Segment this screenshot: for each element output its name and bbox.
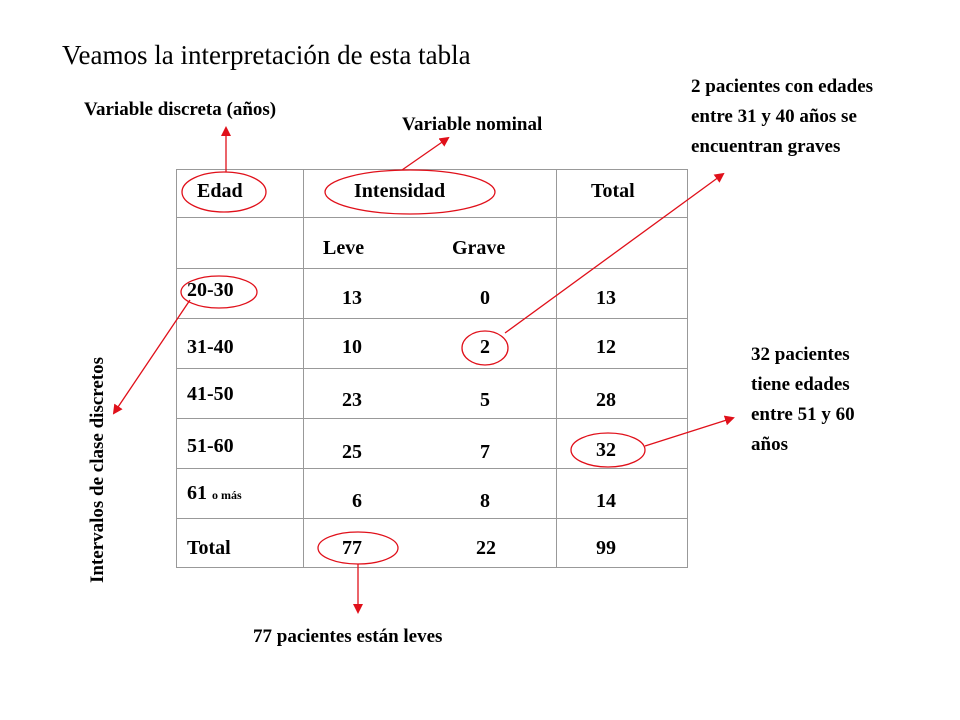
- annotation-line: encuentran graves: [691, 136, 841, 157]
- arrow-intervalos: [114, 300, 190, 413]
- annotation-intervalos: Intervalos de clase discretos: [87, 356, 108, 584]
- header-intensidad: Intensidad: [354, 180, 446, 202]
- arrow-variable-nominal: [402, 138, 448, 170]
- row-total: 28: [596, 389, 616, 411]
- totals-grave: 22: [476, 537, 496, 559]
- totals-total: 99: [596, 537, 616, 559]
- row-edad: 51-60: [187, 435, 234, 457]
- highlight-grave-2-ellipse: [462, 331, 508, 365]
- highlight-20-30-ellipse: [181, 276, 257, 308]
- subheader-grave: Grave: [452, 237, 506, 259]
- row-leve: 6: [352, 490, 362, 512]
- row-total: 14: [596, 490, 616, 512]
- row-grave: 8: [480, 490, 490, 512]
- row-edad: 20-30: [187, 279, 234, 301]
- row-edad: 31-40: [187, 336, 234, 358]
- annotation-line: 2 pacientes con edades: [691, 76, 874, 97]
- row-total: 13: [596, 287, 616, 309]
- highlight-leve-77-ellipse: [318, 532, 398, 564]
- highlight-total-32-ellipse: [571, 433, 645, 467]
- subheader-leve: Leve: [323, 237, 365, 259]
- annotation-line: años: [751, 434, 788, 455]
- annotation-line: entre 31 y 40 años se: [691, 106, 857, 127]
- highlight-intensidad-ellipse: [325, 170, 495, 214]
- row-leve: 23: [342, 389, 362, 411]
- header-edad: Edad: [197, 180, 243, 202]
- totals-leve: 77: [342, 537, 362, 559]
- row-grave: 0: [480, 287, 490, 309]
- row-grave: 5: [480, 389, 490, 411]
- row-leve: 25: [342, 441, 362, 463]
- page-title: Veamos la interpretación de esta tabla: [62, 40, 471, 70]
- highlight-edad-ellipse: [182, 172, 266, 212]
- row-grave: 7: [480, 441, 490, 463]
- row-edad-value: 61: [187, 482, 207, 504]
- totals-label: Total: [187, 537, 231, 559]
- arrow-edades-51-60: [645, 418, 733, 446]
- annotation-variable-nominal: Variable nominal: [402, 114, 543, 135]
- row-edad: 41-50: [187, 383, 234, 405]
- annotation-line: entre 51 y 60: [751, 404, 855, 425]
- row-leve: 13: [342, 287, 362, 309]
- header-total: Total: [591, 180, 635, 202]
- annotation-line: tiene edades: [751, 374, 850, 395]
- annotation-leves-total: 77 pacientes están leves: [253, 626, 443, 647]
- row-grave: 2: [480, 336, 490, 358]
- row-total: 12: [596, 336, 616, 358]
- arrow-graves: [505, 174, 723, 333]
- row-edad-suffix: o más: [212, 488, 242, 502]
- row-total: 32: [596, 439, 616, 461]
- annotation-line: 32 pacientes: [751, 344, 850, 365]
- annotation-variable-discreta: Variable discreta (años): [84, 99, 277, 120]
- row-leve: 10: [342, 336, 362, 358]
